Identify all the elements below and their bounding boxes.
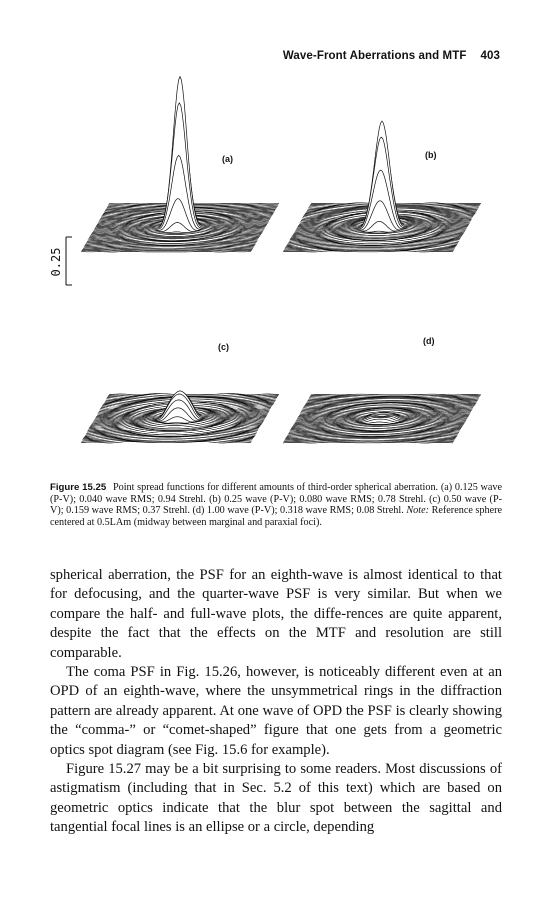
surface-line (82, 249, 252, 250)
panel-label-d: (d) (423, 336, 435, 346)
psf-panels (81, 77, 481, 443)
surface-line (86, 243, 256, 244)
surface-line (284, 250, 454, 251)
caption-note-label: Note: (406, 505, 429, 517)
surface-line (82, 439, 252, 440)
surface-line (83, 248, 253, 249)
surface-line (86, 242, 256, 243)
psf-panel-b (283, 121, 481, 252)
surface-line (284, 441, 454, 442)
psf-panel-c (81, 391, 279, 443)
surface-line (106, 398, 276, 400)
panel-label-a: (a) (222, 154, 233, 164)
surface-line (109, 394, 279, 395)
page-number: 403 (480, 50, 500, 62)
surface-line (82, 250, 252, 251)
caption-label: Figure 15.25 (50, 482, 107, 493)
surface-line (82, 440, 252, 441)
surface-line (311, 394, 481, 395)
surface-line (84, 246, 254, 247)
caption-text: Point spread functions for different amounts of third-order spherical aberration. (a) 0.125 wave (P-V); 0.040 wave RMS; 0.94 Strehl. (b) 0.25 wave (P-V); 0.080 wave RMS; 0.78 Strehl. (c) 0.50 wave (P-V); 0.159 wave RMS; 0.37 Strehl. (d) 1.00 wave (P-V); 0.318 wave RMS; 0.08 Strehl. (50, 482, 503, 517)
surface-line (308, 400, 478, 401)
surface-line (288, 434, 458, 435)
surface-line (284, 249, 454, 250)
surface-line (285, 439, 455, 440)
paragraph-1: spherical aberration, the PSF for an eighth-wave is almost identical to that for defocusing, and the quarter-wave PSF is very similar. But when we compare the half- and full-wave plots, the diffe-rences are quite apparent, despite the fact that the effects on the MTF and resolution are still comparable. (50, 567, 502, 661)
surface-line (85, 244, 255, 245)
scale-label: 0.25 (49, 247, 63, 277)
surface-line (89, 237, 259, 238)
surface-line (288, 243, 458, 244)
surface-line (307, 401, 477, 402)
surface-line (84, 247, 254, 248)
caption-note-text: Reference sphere centered at 0.5LAm (midway between marginal and paraxial foci). (50, 505, 503, 528)
paragraph-2: The coma PSF in Fig. 15.26, however, is noticeably different even at an OPD of an eighth-wave, where the unsymmetrical rings in the diffraction pattern are already apparent. At one wave of OPD the PSF is clearly showing the “comma-” or “comet-shaped” figure that one gets from a geometric optics spot diagram (see Fig. 15.6 for example). (50, 664, 502, 758)
surface-line (90, 236, 260, 237)
surface-line (288, 433, 458, 434)
surface-line (81, 251, 251, 252)
surface-line (284, 440, 454, 441)
surface-line (310, 395, 480, 396)
psf-panel-a (81, 77, 279, 252)
surface-line (283, 442, 453, 443)
panel-label-c: (c) (218, 342, 229, 352)
surface-line (290, 238, 460, 240)
scale-bar (49, 237, 72, 285)
panel-label-b: (b) (425, 150, 437, 160)
surface-line (285, 248, 455, 249)
surface-line (308, 399, 478, 400)
surface-line (83, 438, 253, 440)
surface-line (109, 203, 279, 204)
surface-line (88, 239, 258, 240)
body-text (50, 566, 502, 838)
psf-panel-d (283, 394, 481, 443)
surface-line (290, 429, 460, 430)
surface-line (304, 405, 474, 406)
figure-caption (50, 482, 502, 528)
surface-line (309, 398, 479, 399)
paragraph-3: Figure 15.27 may be a bit surprising to some readers. Most discussions of astigmatism (including that in Sec. 5.2 of this text) which are based on geometric optics indicate that the blur spot between the sagittal and tangential focal lines is an ellipse or a circle, depending (50, 761, 502, 836)
surface-line (88, 238, 258, 239)
running-title: Wave-Front Aberrations and MTF (282, 50, 467, 62)
surface-line (311, 203, 481, 204)
